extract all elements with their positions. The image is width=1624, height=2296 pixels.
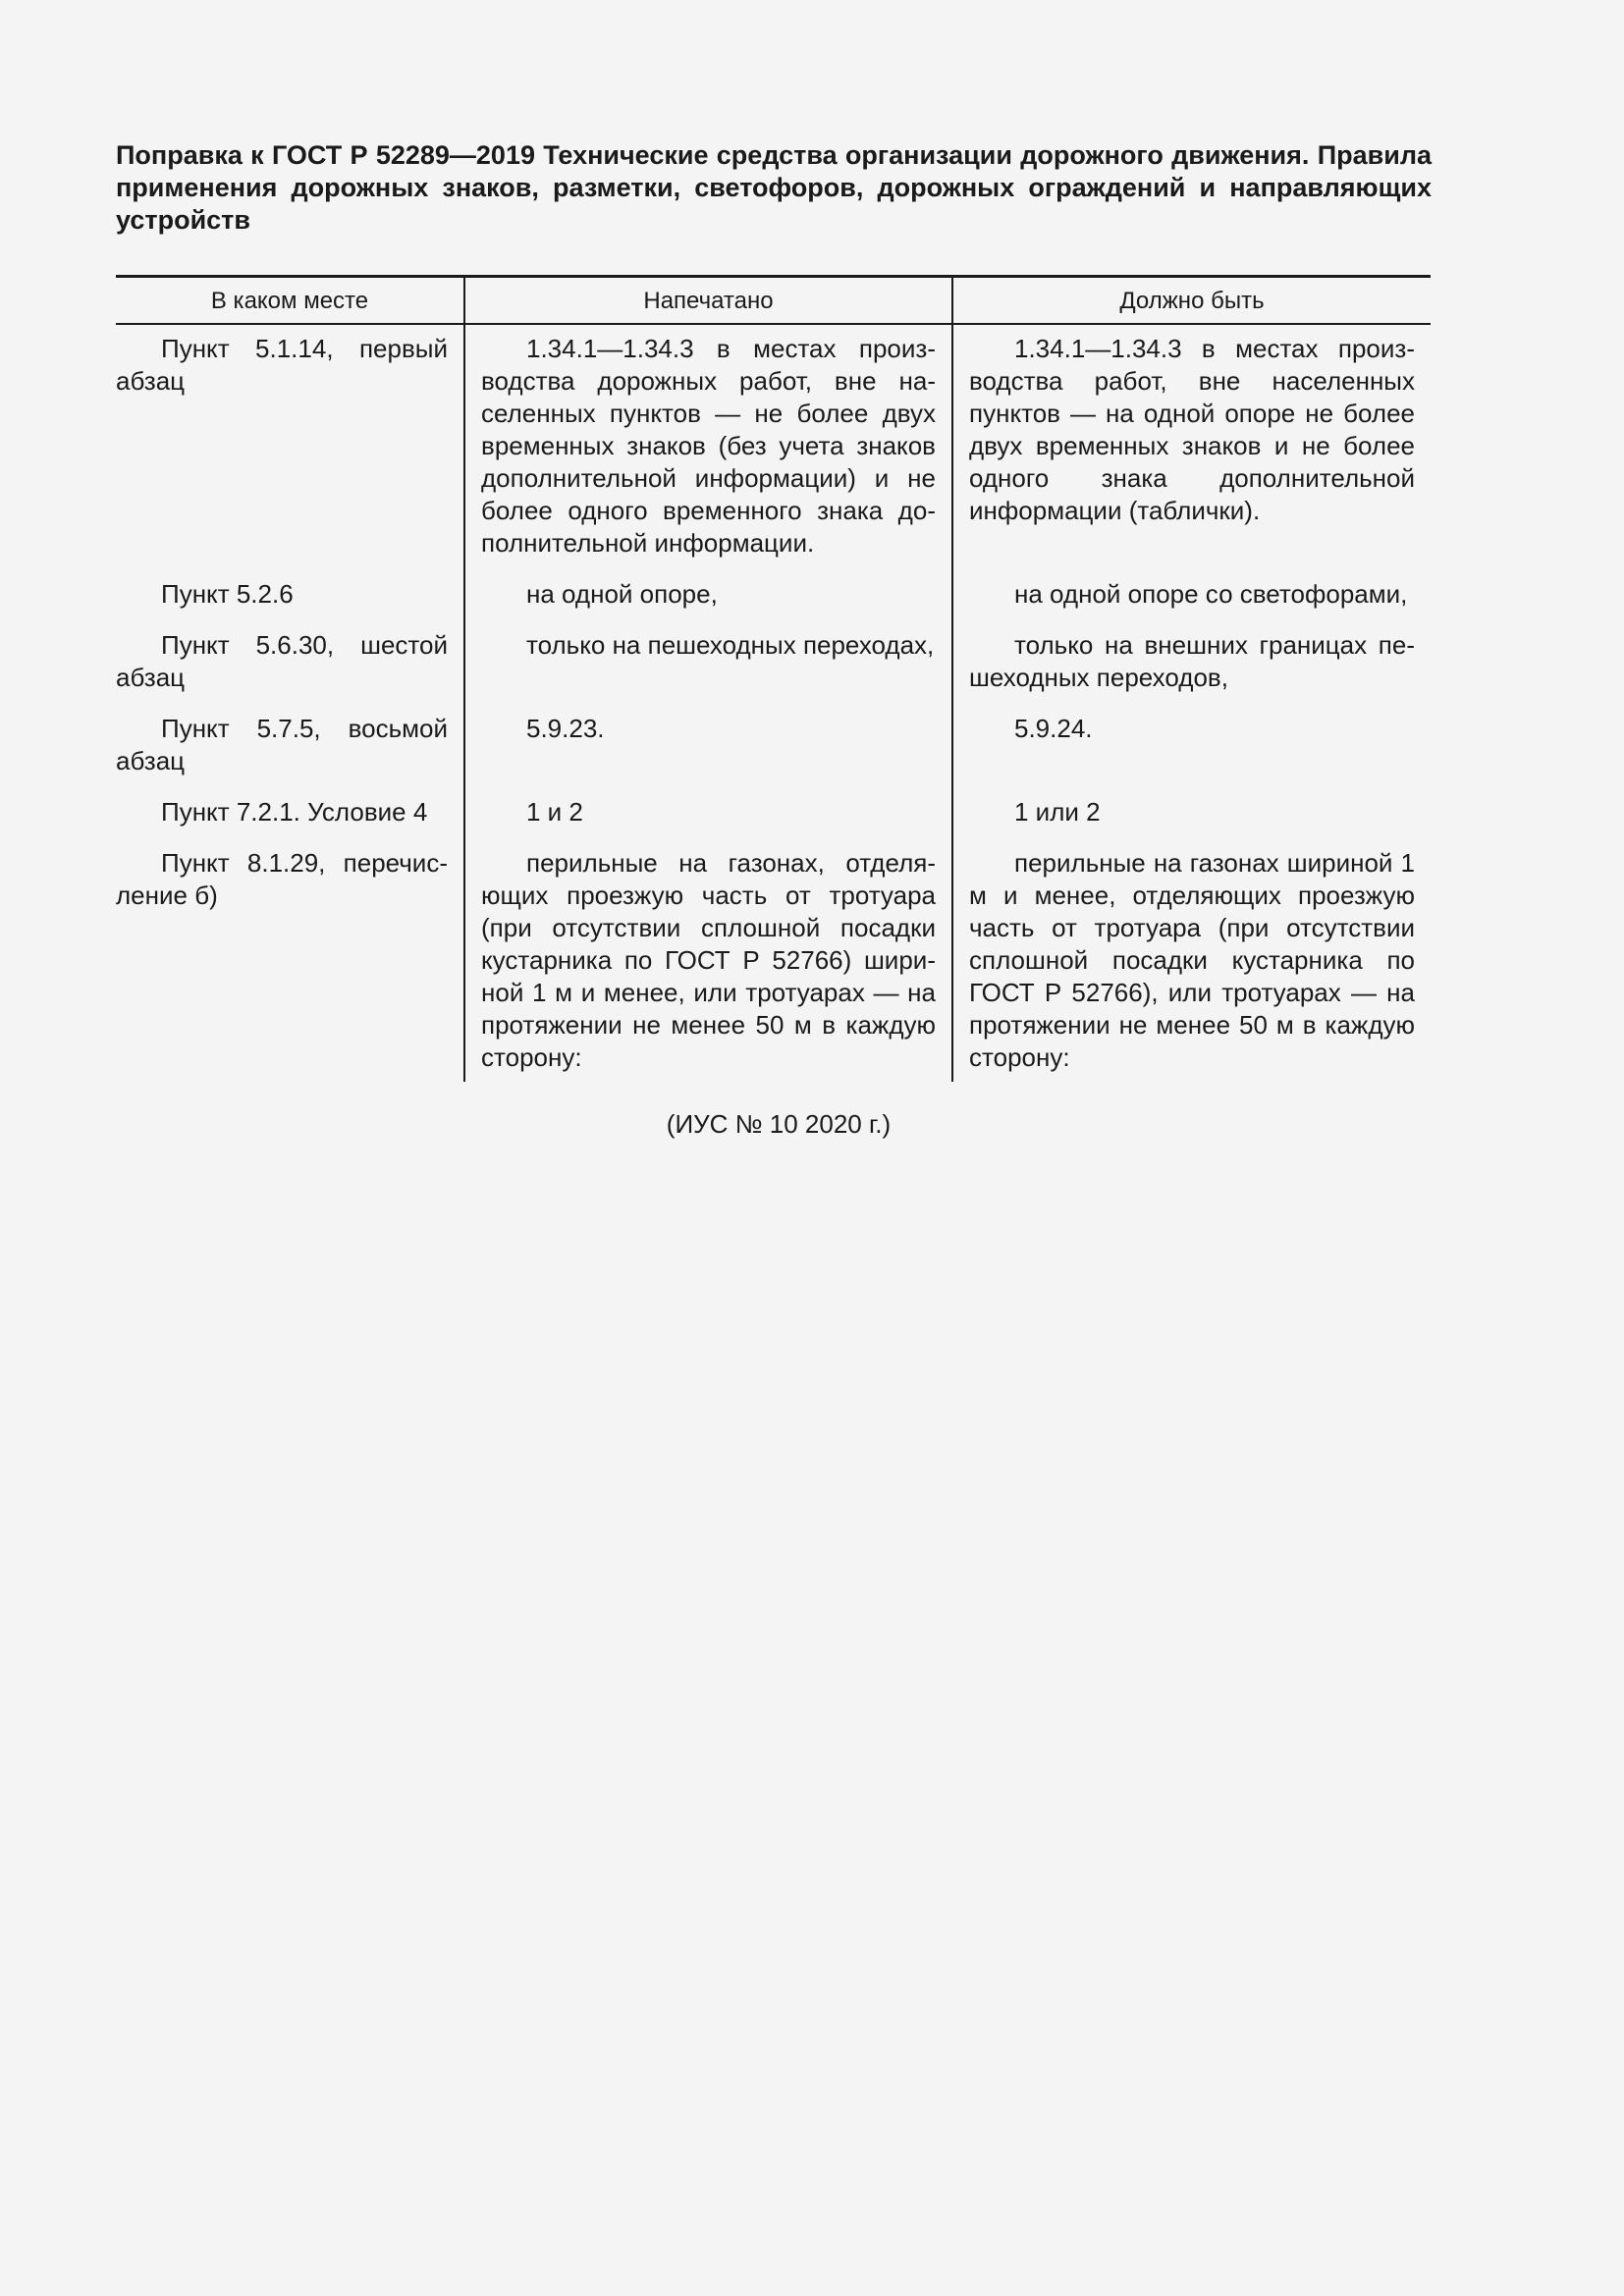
cell-should-be: только на внешних границах пешеходных переходов,: [952, 629, 1431, 713]
cell-where: Пункт 7.2.1. Условие 4: [161, 797, 428, 827]
cell-should-be: 1 или 2: [952, 796, 1431, 847]
cell-printed: на одной опоре,: [464, 578, 952, 629]
cell-should-be: на одной опоре со светофорами,: [952, 578, 1431, 629]
cell-printed: перильные на газонах, отделяющих проезжую часть от тротуара (при отсутствии сплошной посадки кустарника по ГОСТ Р 52766) шириной 1 м и менее, или тротуарах — на протяжении не менее 50 м в каждую сторону:: [464, 847, 952, 1082]
cell-printed: 1.34.1—1.34.3 в местах производства дорожных работ, вне населенных пунктов — не более двух временных знаков (без учета знаков дополнительной информации) и не более одного временного знака дополнительной информации.: [464, 324, 952, 578]
document-page: [116, 139, 1432, 1141]
cell-where: Пункт 5.2.6: [161, 579, 294, 609]
header-where: В каком месте: [116, 277, 464, 325]
cell-should-be: 1.34.1—1.34.3 в местах производства работ, вне населенных пунктов — на одной опоре не более двух временных знаков и не более одного знака дополнительной информации (таблички).: [952, 324, 1431, 578]
cell-where: Пункт 5.7.5, восьмой абзац: [116, 714, 448, 775]
cell-where: Пункт 5.1.14, первый абзац: [116, 334, 448, 396]
cell-should-be: перильные на газонах шириной 1 м и менее, отделяющих проезжую часть от тротуара (при отсутствии сплошной посадки кустарника по ГОСТ Р 52766), или тротуарах — на протяжении не менее 50 м в каждую сторону:: [952, 847, 1431, 1082]
cell-should-be: 5.9.24.: [952, 713, 1431, 796]
cell-printed: только на пешеходных переходах,: [464, 629, 952, 713]
cell-printed: 1 и 2: [464, 796, 952, 847]
cell-where: Пункт 5.6.30, шестой абзац: [116, 630, 448, 692]
cell-where: Пункт 8.1.29, перечисление б): [116, 848, 448, 910]
header-printed: Напечатано: [464, 277, 952, 325]
table-row: [116, 796, 1431, 847]
table-row: [116, 324, 1431, 578]
table-row: [116, 713, 1431, 796]
header-should-be: Должно быть: [952, 277, 1431, 325]
table-header-row: [116, 277, 1431, 325]
table-row: [116, 847, 1431, 1082]
ius-reference: (ИУС № 10 2020 г.): [666, 1109, 892, 1139]
correction-table: [116, 275, 1431, 1082]
table-row: [116, 578, 1431, 629]
document-title: Поправка к ГОСТ Р 52289—2019 Технические средства организации дорожного движения. Правила применения дорожных знаков, разметки, светофоров, дорожных ограждений и направляющих устройств: [116, 140, 1432, 235]
cell-printed: 5.9.23.: [464, 713, 952, 796]
table-row: [116, 629, 1431, 713]
